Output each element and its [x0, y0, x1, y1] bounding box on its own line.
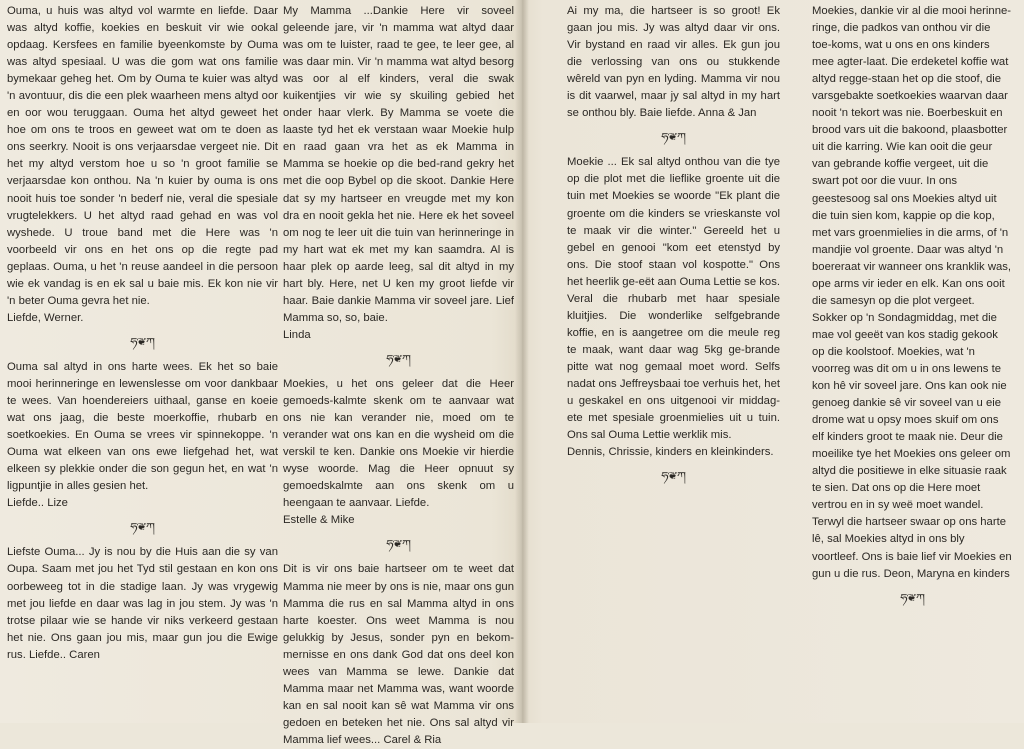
tribute-caren: Liefste Ouma... Jy is nou by die Huis aan die sy van Oupa. Saam met jou het Tyd stil gestaan en kon ons oorbeweeg tot in die stadige laan. Jy was vrygewig met jou liefde en daar was lag in jou stem. Jy was 'n trotse pilaar wie se hande vir niks verkeerd gestaan het nie. Ons gaan jou mis, maar gun jou die Ewige rus. Liefde.. Caren: [7, 546, 278, 661]
tribute-sign-linda: Linda: [283, 328, 311, 341]
ornament-divider: ཧ❦ཀ: [661, 132, 686, 144]
tribute-anna-jan: Ai my ma, die hartseer is so groot! Ek gaan jou mis. Jy was altyd daar vir ons. Vir bystand en raad vir alles. Ek gun jou die verlossing van ons ou stukkende wêreld van pyn en lyding. Mamma vir nou is dit vaarwel, maar jy sal altyd in my hart se onthou bly. Baie liefde. Anna & Jan: [567, 5, 780, 120]
page-fold: [515, 0, 529, 723]
tribute-lize: Ouma sal altyd in ons harte wees. Ek het so baie mooi herinneringe en lewenslesse om voor dankbaar te wees. Van hoendereiers uithaal, ganse en koeie wat ons jaag, die beste moerkoffie, rhubarb en soetkoekies. En Ouma se vrees vir spinnekoppe. 'n Ouma wat elkeen van ons ewe liefgehad het, wat elkeen sy plekkie onder die son gegun het, en wat 'n ligpuntjie in alles gesien het.: [7, 360, 278, 493]
ornament-divider: ཧ❦ཀ: [661, 471, 686, 483]
tribute-sign-estelle-mike: Estelle & Mike: [283, 514, 355, 527]
column-2: [283, 3, 514, 749]
tribute-dennis-chrissie: Moekie ... Ek sal altyd onthou van die tye op die plot met die lieflike groente uit die tuin met Moekies se woorde "Ek plant die groente om die kinders se vrieskanste vol te maak vir die winter." Gereeld het u gebel en genooi "kom eet etenstyd by ons. Die stoof staan vol kospotte." Ons het heerlik ge-eët aan Ouma Lettie se kos. Veral die rhubarb met haar spesiale kluitjies. Die wonderlike selfgebrande koffie, en is aangetree om die meule reg te maak, want daar wag 5kg ge-brande pitte wat nog gemaal moet word. Selfs nadat ons Jeffreysbaai toe verhuis het, het u geskakel en ons uitgenooi vir middag-ete met spesiale groenmielies uit u tuin. Ons sal Ouma Lettie werklik mis.: [567, 156, 780, 442]
tribute-sign-lize: Liefde.. Lize: [7, 497, 68, 510]
column-4: [812, 3, 1012, 615]
ornament-divider: ཧ❦ཀ: [900, 592, 924, 604]
ornament-divider: ཧ❦ཀ: [386, 353, 411, 365]
column-1: [7, 3, 278, 664]
tribute-deon-maryna: Moekies, dankie vir al die mooi herinne-ringe, die padkos van onthou vir die toe-koms, wat u ons en ons kinders mee agter-laat. Die erdeketel koffie wat altyd regge-staan het op die stoof, die varsgebakte soetkoekies waarvan daar nooit 'n tekort was nie. Boerbeskuit en brood vars uit die bakoond, plaasbotter uit die karring. Wie kan ooit die geur van gebrande koffie vergeet, uit die swart pot oor die vuur. In ons geestesoog sal ons Moekies altyd uit die tuin sien kom, kappie op die kop, met vars groenmielies in die arms, of 'n mandjie vol groente. Daar was altyd 'n boereraat vir wanneer ons kranklik was, ope arms vir ieder en elk. Kan ons ooit die samesyn op die plot vergeet. Sokker op 'n Sondagmiddag, met die mae vol geeët van kos stadig gekook op die koolstoof. Moekies, wat 'n voorreg was dit om u in ons lewens te kon hê vir soveel jare. Ons kan ook nie genoeg dankie sê vir soveel van u eie drome wat u opsy moes skuif om ons elf kinders groot te maak nie. Deur die moeilike tye het Moekies ons geleer om altyd die positiewe in elke situasie raak te sien. Dat ons op die Here moet vertrou en in sy weë moet wandel. Terwyl die hartseer swaar op ons harte lê, sal Moekies altyd in ons bly voortleef. Ons is baie lief vir Moekies en gun u die rus. Deon, Maryna en kinders: [812, 5, 1012, 580]
ornament-divider: ཧ❦ཀ: [130, 522, 155, 534]
tribute-sign-dennis-chrissie: Dennis, Chrissie, kinders en kleinkinders.: [567, 446, 774, 459]
tribute-linda: My Mamma ...Dankie Here vir soveel geleende jare, vir 'n mamma wat altyd daar was om te luister, raad te gee, te leer gee, al was daar min. Vir 'n mamma wat altyd besorg was oor al elf kinders, veral die swak kuikentjies vir wie sy skuiling gebied het onder haar vlerk. By Mamma se voete die laaste tyd het ek verstaan waar Moekie hulp en raad gaan vra het as ek Mamma in Mamma se hoekie op die bed-rand gekry het met die oop Bybel op die skoot. Dankie Here dat sy my hartseer en vreugde met my kon dra en nooit gekla het nie. Here ek het soveel om nog te leer uit die tuin van herinneringe in my hart wat ek met my kan saamdra. Al is haar plek op aarde leeg, sal dit altyd in my hart bly. Here, net U ken my groot liefde vir haar. Baie dankie Mamma vir soveel jare. Lief Mamma so, so, baie.: [283, 5, 514, 324]
tribute-sign-werner: Liefde, Werner.: [7, 311, 84, 324]
tribute-carel-ria: Dit is vir ons baie hartseer om te weet dat Mamma nie meer by ons is nie, maar ons gun Mamma die rus en sal Mamma altyd in ons harte koester. Ons weet Mamma is nou gelukkig by Jesus, sonder pyn en bekom-mernisse en ons dank God dat ons deel kon wees van Mamma se lewe. Dankie dat Mamma maar net Mamma was, want woorde kan en sal nooit kan sê wat Mamma vir ons gedoen en beteken het nie. Ons sal altyd vir Mamma lief wees... Carel & Ria: [283, 563, 514, 746]
ornament-divider: ཧ❦ཀ: [130, 336, 155, 348]
column-3: [567, 3, 780, 493]
ornament-divider: ཧ❦ཀ: [386, 539, 411, 551]
tribute-estelle-mike: Moekies, u het ons geleer dat die Heer gemoeds-kalmte skenk om te aanvaar wat ons nie kan verander nie, moed om te verander wat ons kan en die wysheid om die verskil te ken. Dankie ons Moekie vir hierdie wyse woorde. Mag die Heer opnuut sy gemoedskalmte aan ons skenk om u heengaan te aanvaar. Liefde.: [283, 377, 514, 510]
tribute-werner: Ouma, u huis was altyd vol warmte en liefde. Daar was altyd koffie, koekies en beskuit vir wie ookal opdaag. Kersfees en familie byeenkomste by Ouma was altyd spesiaal. U was die gom wat ons familie bymekaar geheg het. Om by Ouma te kuier was altyd 'n avontuur, dis die een plek waarheen mens altyd oor en oor wou teruggaan. Ouma het altyd geweet het hoe om ons te troos en geweet wat om te doen as ons seerkry. Nooit is ons verjaarsdae vergeet nie. Dit het my altyd verstom hoe u so 'n groot familie se verjaarsdae kon onthou. Na 'n kuier by ouma is ons nooit huis toe sonder 'n bederf nie, veral die spesiale vrugtelekkers. U het altyd raad gehad en was vol wyshede. U troue band met die Here was 'n voorbeeld vir ons en het ons op die regte pad geplaas. Ouma, u het 'n reuse aandeel in die persoon wie ek vandag is en ek sal u baie mis. Ek kon nie vir 'n beter Ouma gevra het nie.: [7, 5, 278, 307]
